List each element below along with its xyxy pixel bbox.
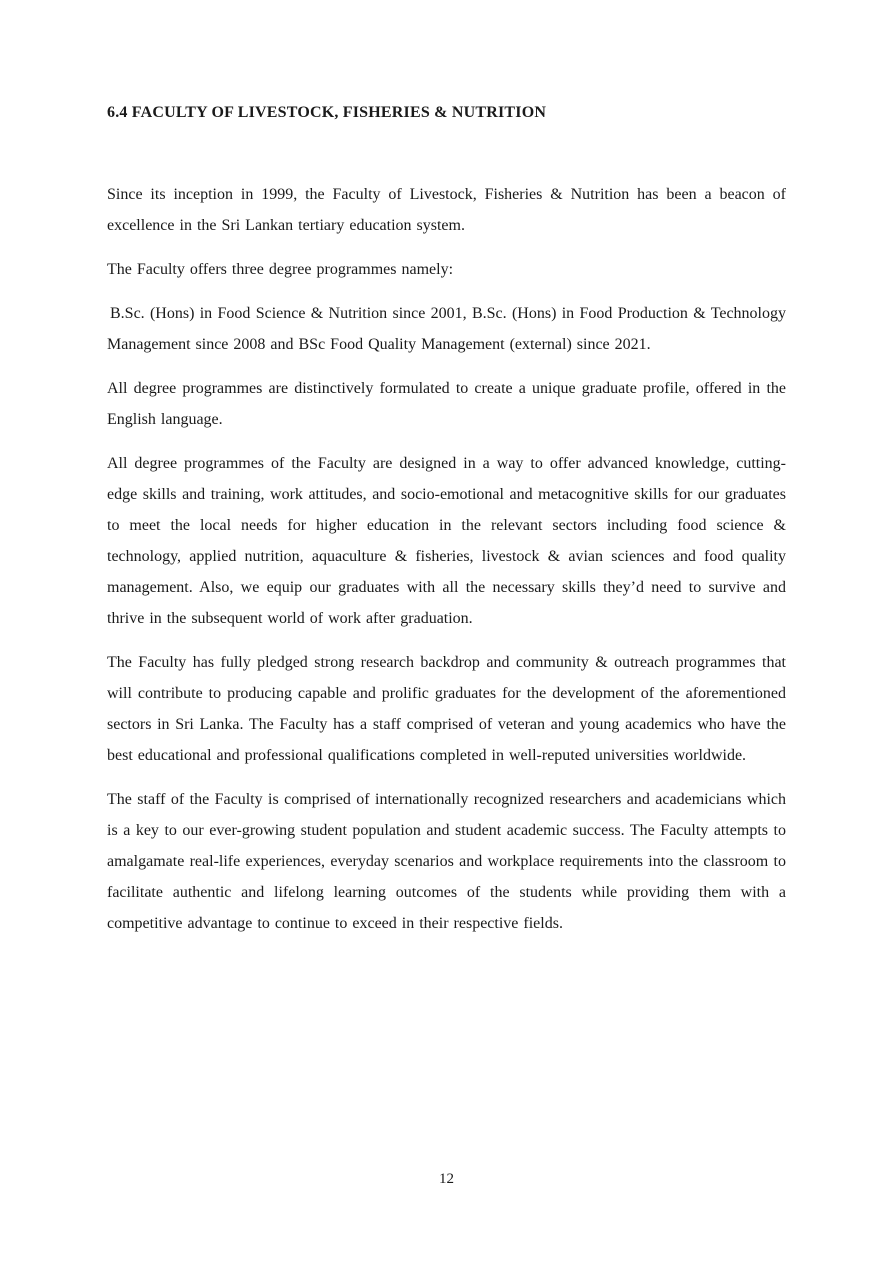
page-number-footer: 12: [439, 1171, 454, 1187]
body-paragraph: B.Sc. (Hons) in Food Science & Nutrition since 2001, B.Sc. (Hons) in Food Production & Technology Management since 2008 and BSc Food Quality Management (external) since 2021.: [107, 305, 786, 353]
body-paragraph: All degree programmes are distinctively formulated to create a unique graduate profile, offered in the English language.: [107, 380, 786, 428]
body-paragraph: Since its inception in 1999, the Faculty of Livestock, Fisheries & Nutrition has been a beacon of excellence in the Sri Lankan tertiary education system.: [107, 186, 786, 234]
section-heading: 6.4 FACULTY OF LIVESTOCK, FISHERIES & NUTRITION: [107, 104, 547, 121]
body-paragraph: The Faculty offers three degree programmes namely:: [107, 261, 454, 278]
document-body: [107, 179, 786, 939]
body-paragraph: The staff of the Faculty is comprised of internationally recognized researchers and academicians which is a key to our ever-growing student population and student academic success. The Faculty attempts to amalgamate real-life experiences, everyday scenarios and workplace requirements into the classroom to facilitate authentic and lifelong learning outcomes of the students while providing them with a competitive advantage to continue to exceed in their respective fields.: [107, 791, 786, 932]
body-paragraph: All degree programmes of the Faculty are designed in a way to offer advanced knowledge, cutting-edge skills and training, work attitudes, and socio-emotional and metacognitive skills for our graduates to meet the local needs for higher education in the relevant sectors including food science & technology, applied nutrition, aquaculture & fisheries, livestock & avian sciences and food quality management. Also, we equip our graduates with all the necessary skills they’d need to survive and thrive in the subsequent world of work after graduation.: [107, 455, 786, 627]
body-paragraph: The Faculty has fully pledged strong research backdrop and community & outreach programmes that will contribute to producing capable and prolific graduates for the development of the aforementioned sectors in Sri Lanka. The Faculty has a staff comprised of veteran and young academics who have the best educational and professional qualifications completed in well-reputed universities worldwide.: [107, 654, 786, 764]
